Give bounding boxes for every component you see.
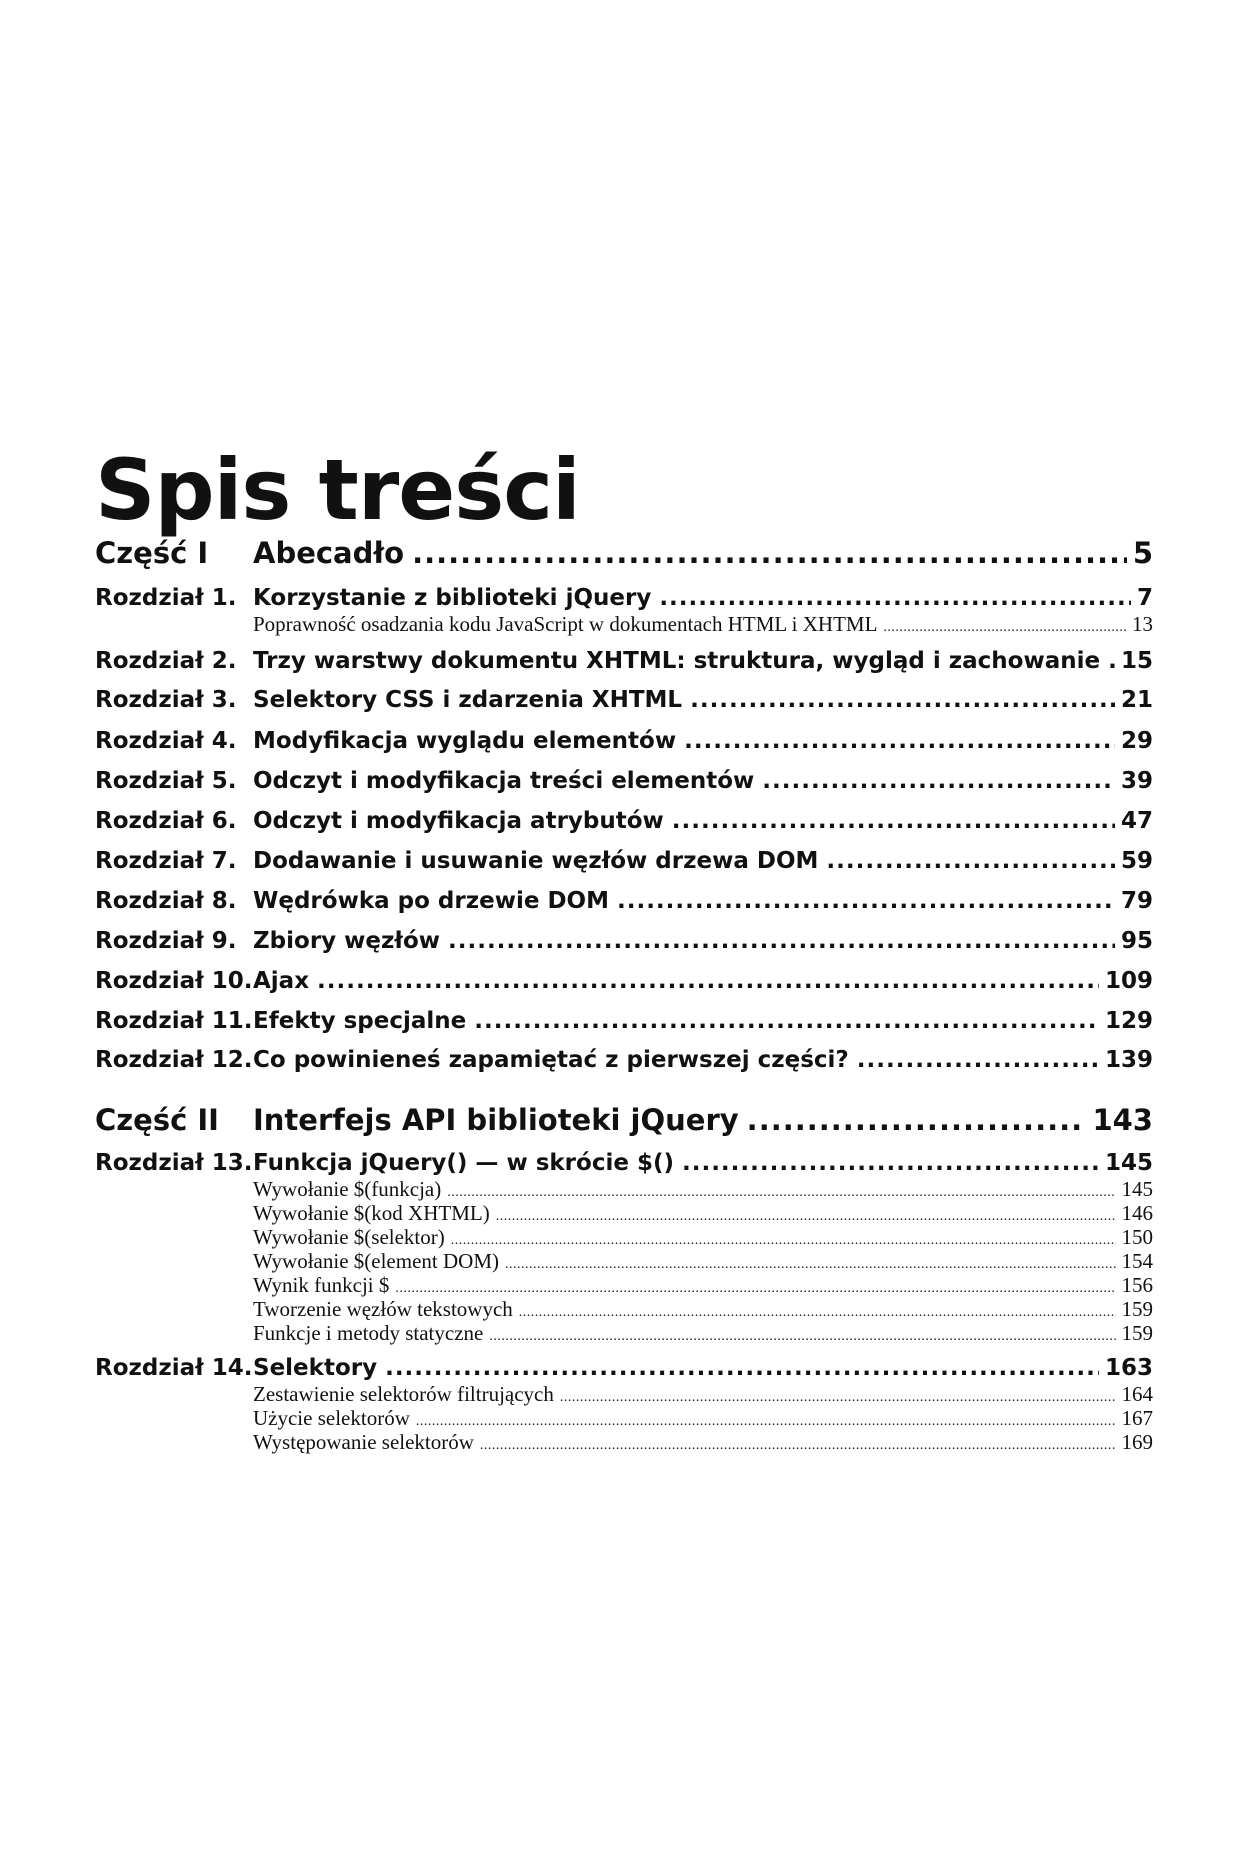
page-number: 79 <box>1120 888 1153 914</box>
toc-chapter-entry[interactable] <box>95 848 1153 874</box>
toc-part-entry[interactable] <box>95 1103 1153 1137</box>
chapter-label: Rozdział 11. <box>95 1008 253 1034</box>
page-number: 47 <box>1120 808 1153 834</box>
dot-leader <box>560 1390 1116 1406</box>
chapter-label: Rozdział 5. <box>95 768 237 794</box>
dot-leader <box>826 848 1115 874</box>
chapter-title: Modyfikacja wyglądu elementów <box>253 728 677 754</box>
dot-leader <box>416 1414 1116 1430</box>
part-label: Część I <box>95 536 209 570</box>
section-title: Wywołanie $(selektor) <box>253 1225 445 1249</box>
toc-section-entry[interactable] <box>253 1406 1153 1431</box>
dot-leader <box>451 1233 1116 1249</box>
chapter-title: Selektory CSS i zdarzenia XHTML <box>253 687 683 713</box>
dot-leader <box>747 1103 1087 1137</box>
part-title: Abecadło <box>253 536 405 570</box>
chapter-title: Funkcja jQuery() — w skrócie $() <box>253 1150 674 1176</box>
toc-section-entry[interactable] <box>253 1382 1153 1407</box>
page-number: 164 <box>1121 1382 1153 1406</box>
chapter-label: Rozdział 14. <box>95 1355 253 1381</box>
page-number: 156 <box>1121 1273 1153 1297</box>
dot-leader <box>496 1209 1116 1225</box>
toc-section-entry[interactable] <box>253 1177 1153 1202</box>
toc-chapter-entry[interactable] <box>95 928 1153 954</box>
page-number: 150 <box>1121 1225 1153 1249</box>
dot-leader <box>412 536 1127 570</box>
section-title: Tworzenie węzłów tekstowych <box>253 1297 513 1321</box>
dot-leader <box>659 585 1131 611</box>
dot-leader <box>489 1329 1115 1345</box>
section-title: Funkcje i metody statyczne <box>253 1321 484 1345</box>
page-number: 39 <box>1120 768 1153 794</box>
toc-chapter-entry[interactable] <box>95 808 1153 834</box>
toc-chapter-entry[interactable] <box>95 1008 1153 1034</box>
dot-leader <box>519 1305 1116 1321</box>
toc-section-entry[interactable] <box>253 1321 1153 1346</box>
chapter-label: Rozdział 6. <box>95 808 237 834</box>
dot-leader <box>883 620 1126 636</box>
toc-chapter-entry[interactable] <box>95 687 1153 713</box>
toc-part-entry[interactable] <box>95 536 1153 570</box>
chapter-title: Co powinieneś zapamiętać z pierwszej części? <box>253 1047 849 1073</box>
toc-chapter-entry[interactable] <box>95 1150 1153 1176</box>
dot-leader <box>672 808 1115 834</box>
page-number: 163 <box>1104 1355 1153 1381</box>
dot-leader <box>447 1185 1115 1201</box>
chapter-title: Wędrówka po drzewie DOM <box>253 888 609 914</box>
chapter-label: Rozdział 9. <box>95 928 237 954</box>
chapter-label: Rozdział 4. <box>95 728 237 754</box>
page-number: 146 <box>1121 1201 1153 1225</box>
chapter-title: Odczyt i modyfikacja treści elementów <box>253 768 755 794</box>
toc-chapter-entry[interactable] <box>95 1047 1153 1073</box>
chapter-label: Rozdział 7. <box>95 848 237 874</box>
dot-leader <box>448 928 1115 954</box>
page-number: 145 <box>1104 1150 1153 1176</box>
dot-leader <box>857 1047 1099 1073</box>
chapter-label: Rozdział 2. <box>95 648 237 674</box>
page-number: 159 <box>1121 1321 1153 1345</box>
dot-leader <box>1108 648 1115 674</box>
toc-section-entry[interactable] <box>253 1225 1153 1250</box>
section-title: Użycie selektorów <box>253 1406 410 1430</box>
page-number: 129 <box>1104 1008 1153 1034</box>
dot-leader <box>317 968 1099 994</box>
page-number: 5 <box>1132 536 1153 570</box>
section-title: Występowanie selektorów <box>253 1430 474 1454</box>
section-title: Wywołanie $(kod XHTML) <box>253 1201 490 1225</box>
page-number: 159 <box>1121 1297 1153 1321</box>
chapter-title: Ajax <box>253 968 310 994</box>
toc-section-entry[interactable] <box>253 1201 1153 1226</box>
dot-leader <box>684 728 1115 754</box>
page-number: 13 <box>1132 612 1153 636</box>
dot-leader <box>617 888 1115 914</box>
dot-leader <box>474 1008 1099 1034</box>
page-title: Spis treści <box>95 441 580 539</box>
chapter-title: Dodawanie i usuwanie węzłów drzewa DOM <box>253 848 819 874</box>
section-title: Wynik funkcji $ <box>253 1273 390 1297</box>
part-title: Interfejs API biblioteki jQuery <box>253 1103 739 1137</box>
dot-leader <box>762 768 1115 794</box>
toc-chapter-entry[interactable] <box>95 648 1153 674</box>
toc-section-entry[interactable] <box>253 1273 1153 1298</box>
toc-section-entry[interactable] <box>253 612 1153 637</box>
chapter-title: Odczyt i modyfikacja atrybutów <box>253 808 664 834</box>
page-number: 7 <box>1136 585 1153 611</box>
chapter-label: Rozdział 13. <box>95 1150 253 1176</box>
dot-leader <box>682 1150 1099 1176</box>
toc-chapter-entry[interactable] <box>95 585 1153 611</box>
chapter-title: Selektory <box>253 1355 378 1381</box>
page-number: 154 <box>1121 1249 1153 1273</box>
page-number: 143 <box>1092 1103 1153 1137</box>
section-title: Wywołanie $(element DOM) <box>253 1249 499 1273</box>
chapter-title: Korzystanie z biblioteki jQuery <box>253 585 652 611</box>
toc-chapter-entry[interactable] <box>95 728 1153 754</box>
page-number: 169 <box>1121 1430 1153 1454</box>
page-number: 21 <box>1120 687 1153 713</box>
toc-section-entry[interactable] <box>253 1430 1153 1455</box>
chapter-title: Efekty specjalne <box>253 1008 467 1034</box>
toc-section-entry[interactable] <box>253 1249 1153 1274</box>
toc-chapter-entry[interactable] <box>95 968 1153 994</box>
page-number: 29 <box>1120 728 1153 754</box>
chapter-title: Trzy warstwy dokumentu XHTML: struktura, wygląd i zachowanie <box>253 648 1101 674</box>
dot-leader <box>480 1438 1116 1454</box>
page-number: 139 <box>1104 1047 1153 1073</box>
page-number: 15 <box>1120 648 1153 674</box>
chapter-label: Rozdział 10. <box>95 968 253 994</box>
page-number: 145 <box>1121 1177 1153 1201</box>
chapter-label: Rozdział 8. <box>95 888 237 914</box>
dot-leader <box>690 687 1115 713</box>
page-number: 109 <box>1104 968 1153 994</box>
toc-chapter-entry[interactable] <box>95 1355 1153 1381</box>
part-label: Część II <box>95 1103 219 1137</box>
page-number: 167 <box>1121 1406 1153 1430</box>
page-number: 95 <box>1120 928 1153 954</box>
chapter-label: Rozdział 1. <box>95 585 237 611</box>
dot-leader <box>385 1355 1099 1381</box>
section-title: Wywołanie $(funkcja) <box>253 1177 442 1201</box>
dot-leader <box>395 1281 1115 1297</box>
toc-chapter-entry[interactable] <box>95 768 1153 794</box>
section-title: Zestawienie selektorów filtrujących <box>253 1382 554 1406</box>
section-title: Poprawność osadzania kodu JavaScript w dokumentach HTML i XHTML <box>253 612 878 636</box>
page-number: 59 <box>1120 848 1153 874</box>
chapter-label: Rozdział 12. <box>95 1047 253 1073</box>
toc-chapter-entry[interactable] <box>95 888 1153 914</box>
dot-leader <box>505 1257 1116 1273</box>
chapter-label: Rozdział 3. <box>95 687 237 713</box>
chapter-title: Zbiory węzłów <box>253 928 440 954</box>
toc-section-entry[interactable] <box>253 1297 1153 1322</box>
